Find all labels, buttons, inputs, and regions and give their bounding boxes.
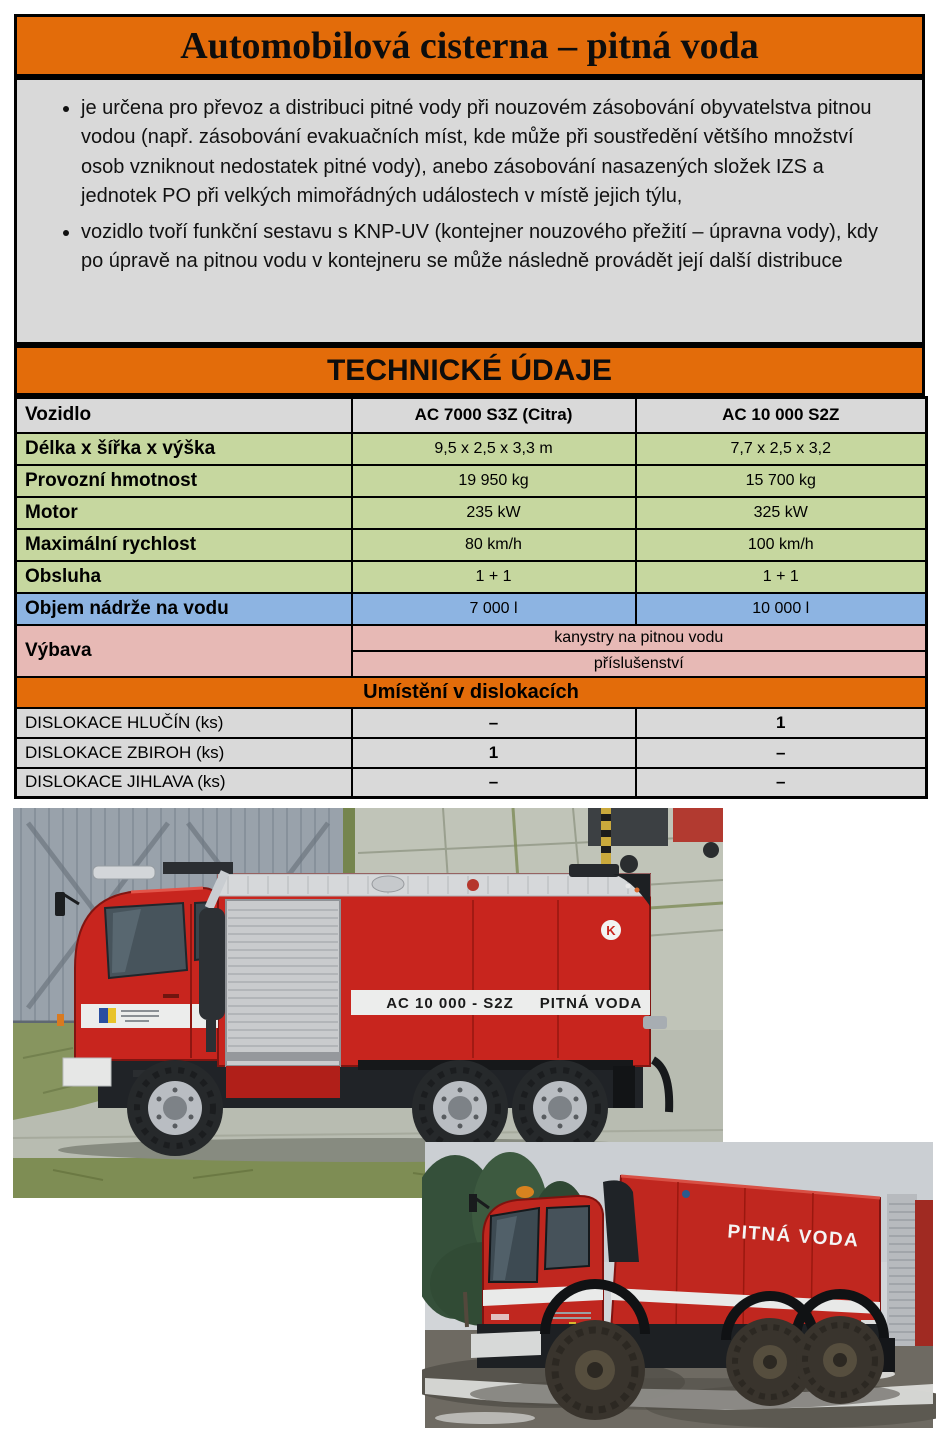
table-row-dislocation-header: [16, 677, 927, 708]
light-bar: [93, 866, 155, 879]
spec-table: [14, 396, 928, 799]
table-row: [16, 529, 927, 561]
table-row-dislocation: [16, 738, 927, 768]
row-label: Motor: [16, 497, 352, 529]
dislocation-label: DISLOKACE ZBIROH (ks): [16, 738, 352, 768]
photo-truck-angled-view: [422, 1142, 936, 1428]
mirror: [55, 892, 65, 916]
dislocation-header: Umístění v dislokacích: [16, 677, 927, 708]
dislocation-count-2: –: [636, 738, 927, 768]
row-value-1: 80 km/h: [352, 529, 636, 561]
row-value-2: 100 km/h: [636, 529, 927, 561]
row-label: Délka x šířka x výška: [16, 433, 352, 465]
row-label: Maximální rychlost: [16, 529, 352, 561]
table-row-equipment: [16, 625, 927, 651]
drinking-water-text-2: PITNÁ VODA: [726, 1221, 861, 1252]
truck-model-text: AC 10 000 - S2Z: [386, 995, 514, 1012]
vehicle-label: Vozidlo: [16, 398, 352, 433]
row-value-2: 7,7 x 2,5 x 3,2: [636, 433, 927, 465]
row-value-1: 235 kW: [352, 497, 636, 529]
dislocation-count-1: –: [352, 708, 636, 738]
drinking-water-text: PITNÁ VODA: [539, 995, 643, 1012]
table-row-tank-volume: [16, 593, 927, 625]
row-label: Obsluha: [16, 561, 352, 593]
kobit-logo-letter: K: [606, 923, 616, 938]
page-title: Automobilová cisterna – pitná voda: [14, 14, 925, 77]
table-row-dislocation: [16, 708, 927, 738]
row-value-1: 1 + 1: [352, 561, 636, 593]
row-value-1: 7 000 l: [352, 593, 636, 625]
table-row: [16, 433, 927, 465]
row-value-1: 19 950 kg: [352, 465, 636, 497]
intro-box: [14, 77, 925, 345]
equipment-value-2: příslušenství: [352, 651, 927, 677]
roller-shutter-door: [226, 900, 340, 1066]
dislocation-label: DISLOKACE JIHLAVA (ks): [16, 768, 352, 798]
equipment-value-1: kanystry na pitnou vodu: [352, 625, 927, 651]
manhole-cover: [372, 876, 404, 892]
background-vehicle: [887, 1194, 933, 1346]
row-label: Objem nádrže na vodu: [16, 593, 352, 625]
dislocation-label: DISLOKACE HLUČÍN (ks): [16, 708, 352, 738]
table-row: [16, 465, 927, 497]
beacon: [516, 1186, 534, 1198]
tech-data-header: TECHNICKÉ ÚDAJE: [14, 345, 925, 396]
dislocation-count-2: –: [636, 768, 927, 798]
vehicle-col1: AC 7000 S3Z (Citra): [352, 398, 636, 433]
table-row-vehicle: [16, 398, 927, 433]
table-row: [16, 561, 927, 593]
dislocation-count-1: –: [352, 768, 636, 798]
intro-list: [47, 94, 886, 276]
table-row: [16, 497, 927, 529]
table-row-dislocation: [16, 768, 927, 798]
row-value-1: 9,5 x 2,5 x 3,3 m: [352, 433, 636, 465]
intro-bullet-1: • je určena pro převoz a distribuci pitné vody při nouzovém zásobování obyvatelstva pitnou vodou (např. zásobování evakuačních míst, kde může při soustředění většího množství osob vzniknout nedostatek pitné vody), anebo zásobování nasazených složek IZS a jednotek PO při velkých mimořádných událostech v místě jejich týlu,: [81, 94, 886, 212]
vehicle-col2: AC 10 000 S2Z: [636, 398, 927, 433]
dislocation-count-2: 1: [636, 708, 927, 738]
row-label: Provozní hmotnost: [16, 465, 352, 497]
photo-truck-side-view: [13, 808, 723, 1198]
row-value-2: 1 + 1: [636, 561, 927, 593]
equipment-label: Výbava: [16, 625, 352, 677]
dislocation-count-1: 1: [352, 738, 636, 768]
row-value-2: 10 000 l: [636, 593, 927, 625]
mirror-2: [469, 1194, 477, 1212]
hose-coupling: [643, 1016, 667, 1029]
row-value-2: 15 700 kg: [636, 465, 927, 497]
row-value-2: 325 kW: [636, 497, 927, 529]
bumper: [471, 1331, 541, 1358]
intro-bullet-2: • vozidlo tvoří funkční sestavu s KNP-UV (kontejner nouzového přežití – úpravna vody), kdy po úpravě na pitnou vodu v kontejneru se může následně provádět její další distribuce: [81, 218, 886, 277]
door-emblem: [99, 1008, 108, 1023]
